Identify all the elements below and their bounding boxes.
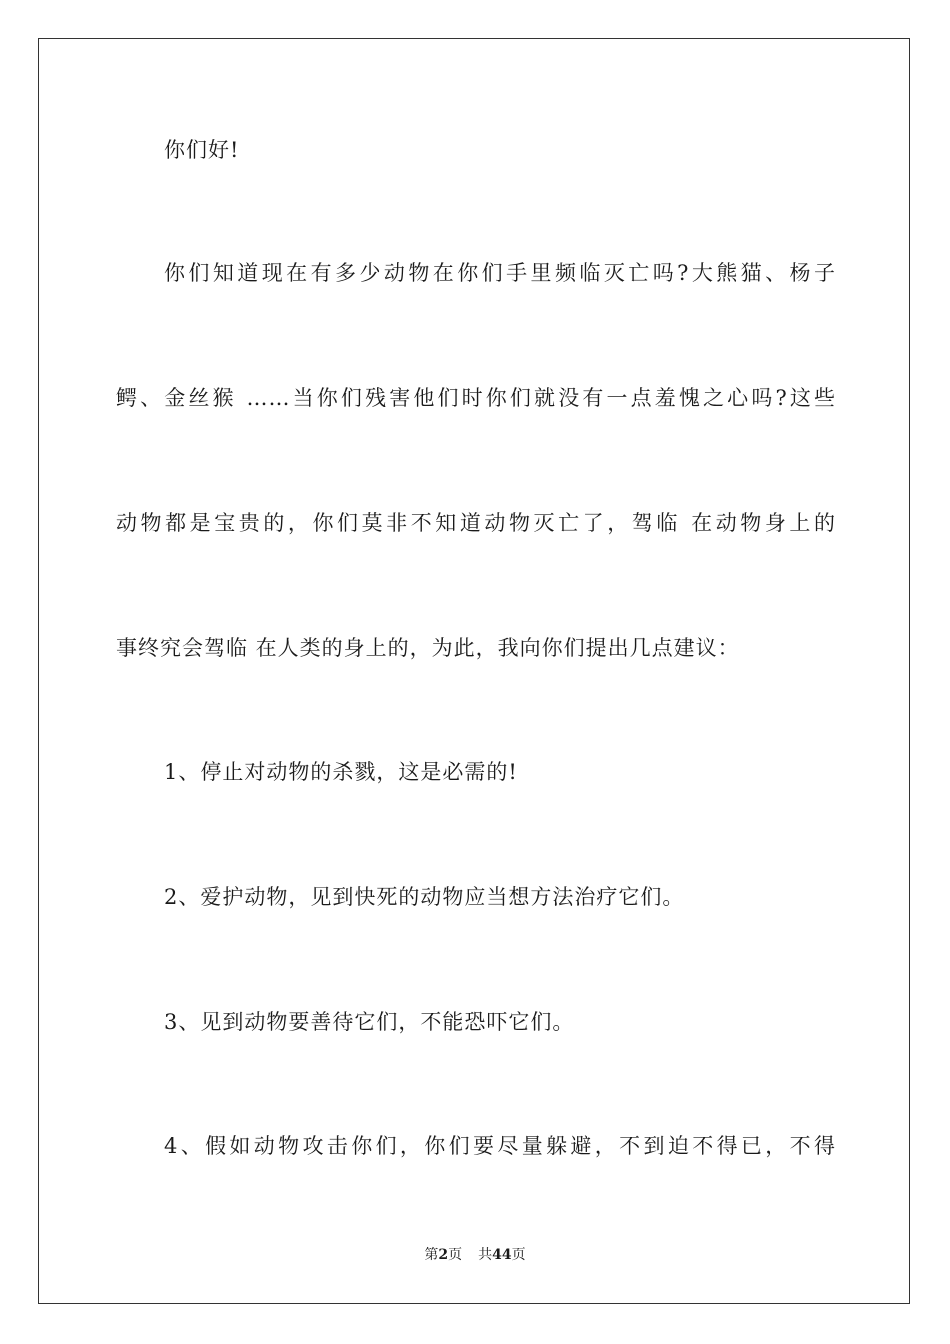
greeting-line: 你们好!	[164, 138, 240, 162]
suggestion-2: 2、爱护动物，见到快死的动物应当想方法治疗它们。	[164, 885, 685, 909]
footer-page-unit: 页	[448, 1247, 463, 1263]
footer-total-pages: 44	[492, 1247, 512, 1263]
paragraph-line-3: 动物都是宝贵的，你们莫非不知道动物灭亡了，驾临 在动物身上的	[116, 511, 836, 535]
paragraph-line-1: 你们知道现在有多少动物在你们手里频临灭亡吗?大熊猫、杨子	[164, 261, 836, 285]
suggestion-4: 4、假如动物攻击你们，你们要尽量躲避，不到迫不得已，不得	[164, 1134, 836, 1158]
footer-page-number: 2	[438, 1247, 449, 1263]
footer-total-prefix: 共	[478, 1247, 493, 1263]
paragraph-line-2: 鳄、金丝猴 ……当你们残害他们时你们就没有一点羞愧之心吗?这些	[116, 386, 836, 410]
footer-total-unit: 页	[511, 1247, 526, 1263]
suggestion-3: 3、见到动物要善待它们，不能恐吓它们。	[164, 1010, 575, 1034]
page-frame	[38, 38, 910, 1304]
page-footer	[0, 1245, 950, 1265]
paragraph-line-4: 事终究会驾临 在人类的身上的，为此，我向你们提出几点建议：	[116, 636, 740, 660]
suggestion-1: 1、停止对动物的杀戮，这是必需的!	[164, 760, 518, 784]
footer-prefix: 第	[424, 1247, 439, 1263]
